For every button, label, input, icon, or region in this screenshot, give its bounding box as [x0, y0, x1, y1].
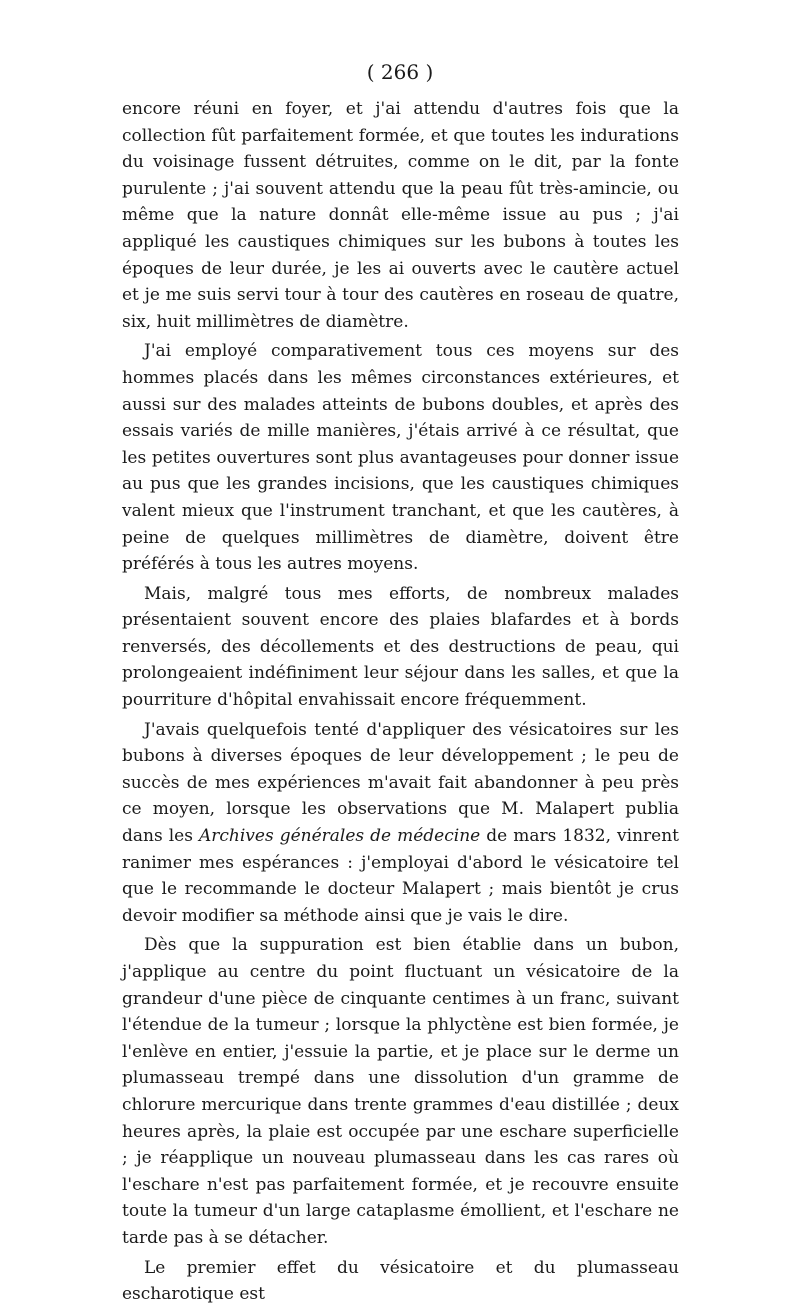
paragraph-1: encore réuni en foyer, et j'ai attendu d'autres fois que la collection fût parfaitement formée, et que toutes les indurations du voisinage fussent détruites, comme on le dit, par la fonte purulente ; j'ai souvent attendu que la peau fût très-amincie, ou même que la nature donnât elle-même issue au pus ; j'ai appliqué les caustiques chimiques sur les bubons à toutes les époques de leur durée, je les ai ouverts avec le cautère actuel et je me suis servi tour à tour des cautères en roseau de quatre, six, huit millimètres de diamètre.	[122, 99, 679, 332]
paragraph-4-text-after: de mars 1832, vinrent ranimer mes espérances : j'employai d'abord le vésicatoire tel que le recommande le docteur Malapert ; mais bientôt je crus devoir modifier sa méthode ainsi que je vais le dire.	[122, 826, 679, 926]
paragraph-4	[122, 717, 679, 930]
paragraph-6: Le premier effet du vésicatoire et du plumasseau escharotique est	[122, 1257, 679, 1305]
paragraph-3: Mais, malgré tous mes efforts, de nombreux malades présentaient souvent encore des plaies blafardes et à bords renversés, des décollements et des destructions de peau, qui prolongeaient indéfiniment leur séjour dans les salles, et que la pourriture d'hôpital envahissait encore fréquemment.	[122, 583, 679, 711]
journal-title: Archives générales de médecine	[198, 826, 481, 847]
paragraph-4-text-before: J'avais quelquefois tenté d'appliquer des vésicatoires sur les bubons à diverses époques de leur développement ; le peu de succès de mes expériences m'avait fait abandonner à peu près ce moyen, lorsque les observations que M. Malapert publia dans les	[122, 719, 679, 847]
body-text	[122, 96, 679, 1308]
page-number: ( 266 )	[366, 60, 434, 84]
paragraph-2: J'ai employé comparativement tous ces moyens sur des hommes placés dans les mêmes circonstances extérieures, et aussi sur des malades atteints de bubons doubles, et après des essais variés de mille manières, j'étais arrivé à ce résultat, que les petites ouvertures sont plus avantageuses pour donner issue au pus que les grandes incisions, que les caustiques chimiques valent mieux que l'instrument tranchant, et que les cautères, à peine de quelques millimètres de diamètre, doivent être préférés à tous les autres moyens.	[122, 341, 679, 575]
paragraph-5: Dès que la suppuration est bien établie dans un bubon, j'applique au centre du point fluctuant un vésicatoire de la grandeur d'une pièce de cinquante centimes à un franc, suivant l'étendue de la tumeur ; lorsque la phlyctène est bien formée, je l'enlève en entier, j'essuie la partie, et je place sur le derme un plumasseau trempé dans une dissolution d'un gramme de chlorure mercurique dans trente grammes d'eau distillée ; deux heures après, la plaie est occupée par une eschare superficielle ; je réapplique un nouveau plumasseau dans les cas rares où l'eschare n'est pas parfaitement formée, et je recouvre ensuite toute la tumeur d'un large cataplasme émollient, et l'eschare ne tarde pas à se détacher.	[122, 935, 679, 1248]
